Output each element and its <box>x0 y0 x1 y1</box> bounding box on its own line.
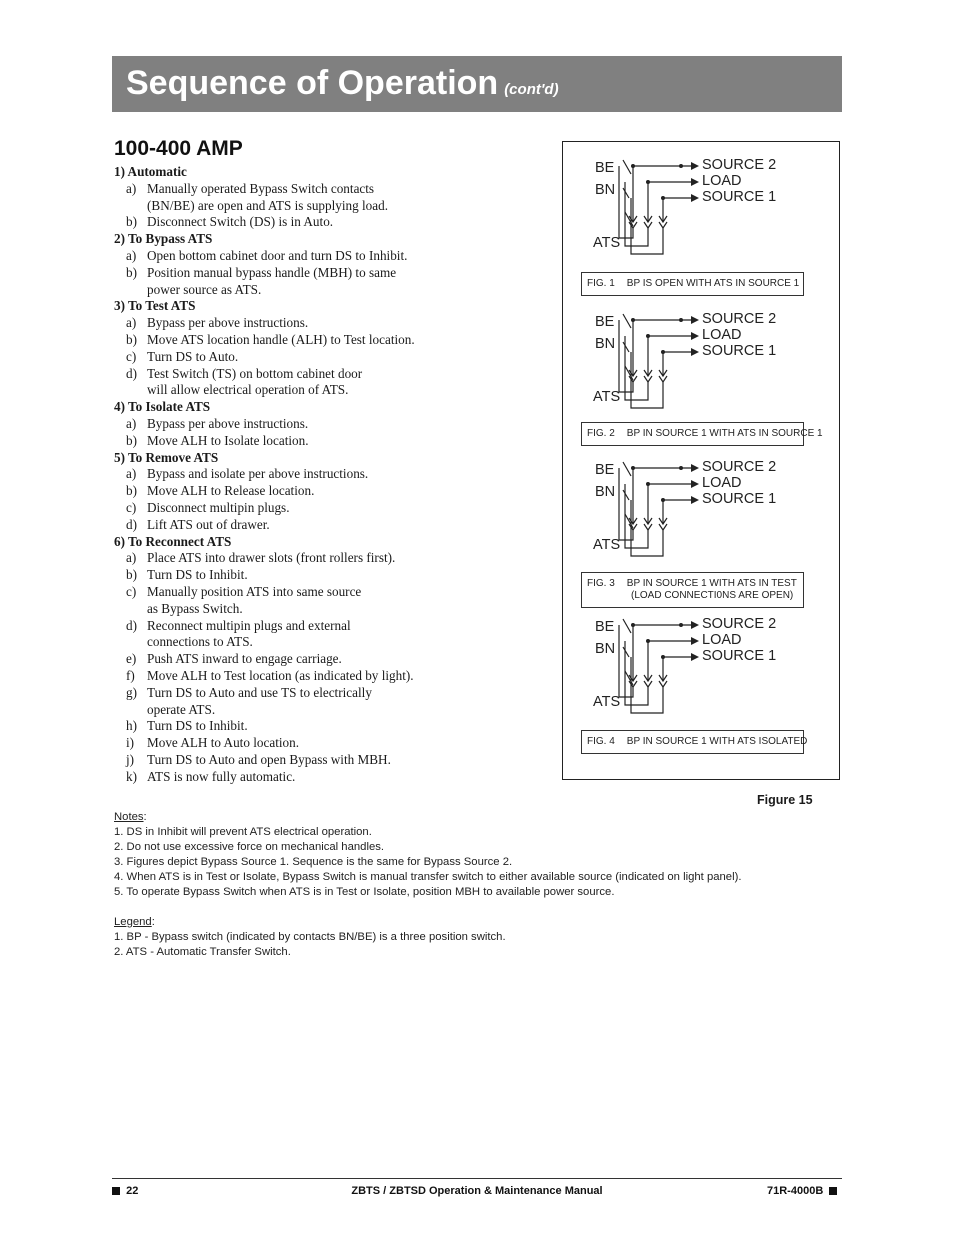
step-item-letter: d) <box>126 365 137 381</box>
ats-switch-blade <box>625 212 633 226</box>
notes-section <box>114 810 844 960</box>
be-contact-blade <box>623 160 631 174</box>
arrow-head-icon <box>691 653 699 661</box>
load-label: LOAD <box>702 475 742 491</box>
step-item-text: ATS is now fully automatic. <box>147 768 296 784</box>
step-item <box>114 433 554 450</box>
figure-caption-text: BP IN SOURCE 1 WITH ATS IN SOURCE 1 <box>626 428 823 439</box>
figure-caption-1 <box>581 272 804 296</box>
be-contact-blade <box>623 314 631 328</box>
step-item-text: Position manual bypass handle (MBH) to same <box>147 264 397 280</box>
bn-label: BN <box>595 484 616 500</box>
step-item-letter: b) <box>126 264 137 280</box>
arrow-head-icon <box>691 637 699 645</box>
figure-label: Figure 15 <box>757 793 813 807</box>
step-item-text: (BN/BE) are open and ATS is supplying load. <box>147 197 389 213</box>
step-item <box>114 735 554 752</box>
load-label: LOAD <box>702 173 742 189</box>
page-title: Sequence of Operation (cont'd) <box>126 64 559 102</box>
step-item-text: Place ATS into drawer slots (front rollers first). <box>147 550 396 566</box>
source-2-label: SOURCE 2 <box>702 157 777 173</box>
arrow-head-icon <box>691 480 699 488</box>
step-item-letter: c) <box>126 348 137 364</box>
step-item-letter: b) <box>126 567 137 583</box>
figure-number: FIG. 4 <box>587 736 615 747</box>
ats-label: ATS <box>593 694 621 710</box>
notes-list <box>114 825 844 900</box>
square-bullet-icon <box>829 1187 837 1195</box>
note-item: 1. DS in Inhibit will prevent ATS electrical operation. <box>114 826 372 838</box>
ats-return-line <box>625 182 648 246</box>
step-item-text: Push ATS inward to engage carriage. <box>147 651 342 667</box>
step-item <box>114 332 554 349</box>
source-1-label: SOURCE 1 <box>702 343 777 359</box>
step-item-letter: g) <box>126 684 137 700</box>
figure-caption-text: (LOAD CONNECTI0NS ARE OPEN) <box>631 590 794 601</box>
bn-label: BN <box>595 336 616 352</box>
step-item <box>114 349 554 366</box>
step-item-letter: a) <box>126 315 137 331</box>
step-item-letter: i) <box>126 735 135 751</box>
step-item-text: connections to ATS. <box>147 634 253 650</box>
step-item-text: Disconnect Switch (DS) is in Auto. <box>147 214 334 230</box>
note-item: 4. When ATS is in Test or Isolate, Bypass Switch is manual transfer switch to either available source (indicated on light panel). <box>114 871 742 883</box>
step-item-letter: a) <box>126 415 137 431</box>
step-item <box>114 366 554 400</box>
figure-caption-2 <box>581 422 823 446</box>
step-item-text: Open bottom cabinet door and turn DS to Inhibit. <box>147 247 408 263</box>
junction-dot <box>631 623 635 627</box>
ats-return-line <box>625 484 648 548</box>
bn-label: BN <box>595 182 616 198</box>
junction-dot <box>631 466 635 470</box>
step-item-letter: j) <box>126 751 135 767</box>
figure-15-panel <box>562 141 840 780</box>
ats-label: ATS <box>593 537 621 553</box>
junction-dot <box>679 466 683 470</box>
ats-label: ATS <box>593 235 621 251</box>
page-subtitle: (cont'd) <box>504 81 559 98</box>
figure-caption-3 <box>581 572 804 608</box>
figure-caption-text: BP IN SOURCE 1 WITH ATS ISOLATED <box>626 736 808 747</box>
source-1-label: SOURCE 1 <box>702 648 777 664</box>
arrow-head-icon <box>691 332 699 340</box>
bn-contact-blade <box>623 342 629 352</box>
note-item: 5. To operate Bypass Switch when ATS is in Test or Isolate, position MBH to available power source. <box>114 886 615 898</box>
step-item-text: Move ALH to Auto location. <box>147 735 300 751</box>
arrow-head-icon <box>691 178 699 186</box>
step-item <box>114 618 554 652</box>
step-item <box>114 769 554 786</box>
step-item-letter: b) <box>126 214 137 230</box>
step-heading: 1) Automatic <box>114 164 187 179</box>
step-item <box>114 500 554 517</box>
step-heading: 6) To Reconnect ATS <box>114 533 232 549</box>
step-heading: 4) To Isolate ATS <box>114 399 211 415</box>
step-item <box>114 567 554 584</box>
source-1-label: SOURCE 1 <box>702 189 777 205</box>
step-item-text: Move ALH to Test location (as indicated by light). <box>147 667 414 683</box>
arrow-head-icon <box>691 316 699 324</box>
figure-number: FIG. 3 <box>587 578 615 589</box>
legend-item: 1. BP - Bypass switch (indicated by contacts BN/BE) is a three position switch. <box>114 931 506 943</box>
be-label: BE <box>595 619 615 635</box>
junction-dot <box>631 318 635 322</box>
step-item-text: Turn DS to Auto. <box>147 348 239 364</box>
junction-dot <box>631 164 635 168</box>
step-item <box>114 214 554 231</box>
ats-switch-blade <box>625 514 633 528</box>
step-item-text: Lift ATS out of drawer. <box>147 516 270 532</box>
source-2-label: SOURCE 2 <box>702 459 777 475</box>
be-label: BE <box>595 462 615 478</box>
step-item-text: Reconnect multipin plugs and external <box>147 617 351 633</box>
load-label: LOAD <box>702 632 742 648</box>
junction-dot <box>646 482 650 486</box>
step-item-text: Manually position ATS into same source <box>147 583 362 599</box>
junction-dot <box>661 498 665 502</box>
title-bar <box>112 56 842 112</box>
step-item-letter: f) <box>126 667 135 683</box>
step-item-text: Turn DS to Inhibit. <box>147 718 248 734</box>
step-heading: 3) To Test ATS <box>114 298 196 314</box>
step-item-letter: c) <box>126 583 137 599</box>
figure-caption-4 <box>581 730 808 754</box>
step-item <box>114 483 554 500</box>
step-item-text: Move ALH to Isolate location. <box>147 432 309 448</box>
source-1-label: SOURCE 1 <box>702 491 777 507</box>
step-item-text: Turn DS to Auto and use TS to electrically <box>147 684 372 700</box>
note-item: 3. Figures depict Bypass Source 1. Sequence is the same for Bypass Source 2. <box>114 856 513 868</box>
bn-contact-blade <box>623 647 629 657</box>
be-label: BE <box>595 160 615 176</box>
step-item <box>114 416 554 433</box>
step-item <box>114 181 554 215</box>
section-title: 100-400 AMP <box>114 137 243 160</box>
step-item <box>114 315 554 332</box>
step-item-letter: a) <box>126 180 137 196</box>
step-heading: 2) To Bypass ATS <box>114 231 213 247</box>
arrow-head-icon <box>691 348 699 356</box>
figure-number: FIG. 2 <box>587 428 615 439</box>
step-item-letter: a) <box>126 466 137 482</box>
step-item-text: Turn DS to Inhibit. <box>147 567 248 583</box>
step-item-letter: a) <box>126 550 137 566</box>
figure-caption-text: BP IN SOURCE 1 WITH ATS IN TEST <box>626 578 797 589</box>
junction-dot <box>679 318 683 322</box>
procedure-steps <box>114 164 554 785</box>
footer-doc-number: 71R-4000B <box>767 1185 837 1197</box>
legend-heading: Legend: <box>114 916 155 928</box>
footer-manual-title: ZBTS / ZBTSD Operation & Maintenance Manual <box>351 1185 603 1197</box>
arrow-head-icon <box>691 464 699 472</box>
ats-return-line <box>625 641 648 705</box>
step-item-letter: b) <box>126 483 137 499</box>
step-item-letter: d) <box>126 617 137 633</box>
step-item-letter: h) <box>126 718 137 734</box>
step-item-text: power source as ATS. <box>147 281 262 297</box>
step-item-letter: d) <box>126 516 137 532</box>
junction-dot <box>661 350 665 354</box>
step-item-text: Test Switch (TS) on bottom cabinet door <box>147 365 363 381</box>
step-item <box>114 550 554 567</box>
junction-dot <box>679 164 683 168</box>
ats-switch-blade <box>625 366 633 380</box>
step-item-text: as Bypass Switch. <box>147 600 243 616</box>
step-item-text: Move ALH to Release location. <box>147 483 315 499</box>
step-item <box>114 584 554 618</box>
junction-dot <box>646 180 650 184</box>
step-item <box>114 718 554 735</box>
source-2-label: SOURCE 2 <box>702 616 777 632</box>
step-item <box>114 265 554 299</box>
legend-item: 2. ATS - Automatic Transfer Switch. <box>114 946 291 958</box>
step-item <box>114 668 554 685</box>
step-item <box>114 651 554 668</box>
junction-dot <box>661 196 665 200</box>
step-item <box>114 517 554 534</box>
arrow-head-icon <box>691 194 699 202</box>
step-item-letter: a) <box>126 247 137 263</box>
junction-dot <box>646 334 650 338</box>
step-item-text: Move ATS location handle (ALH) to Test location. <box>147 331 415 347</box>
arrow-head-icon <box>691 162 699 170</box>
source-2-label: SOURCE 2 <box>702 311 777 327</box>
step-item-text: Turn DS to Auto and open Bypass with MBH. <box>147 751 391 767</box>
notes-heading: Notes: <box>114 811 147 823</box>
step-item-text: Manually operated Bypass Switch contacts <box>147 180 375 196</box>
legend-list <box>114 930 844 960</box>
step-item-text: Bypass per above instructions. <box>147 315 309 331</box>
figure-caption-text: BP IS OPEN WITH ATS IN SOURCE 1 <box>626 278 800 289</box>
junction-dot <box>661 655 665 659</box>
be-label: BE <box>595 314 615 330</box>
ats-return-line <box>625 336 648 400</box>
load-label: LOAD <box>702 327 742 343</box>
arrow-head-icon <box>691 621 699 629</box>
step-item-letter: b) <box>126 331 137 347</box>
ats-label: ATS <box>593 389 621 405</box>
step-heading: 5) To Remove ATS <box>114 449 219 465</box>
note-item: 2. Do not use excessive force on mechanical handles. <box>114 841 385 853</box>
bn-contact-blade <box>623 188 629 198</box>
bn-contact-blade <box>623 490 629 500</box>
step-item <box>114 752 554 769</box>
be-contact-blade <box>623 462 631 476</box>
step-item <box>114 466 554 483</box>
step-item-text: Bypass per above instructions. <box>147 415 309 431</box>
step-item-letter: b) <box>126 432 137 448</box>
footer-page: 22 <box>112 1185 138 1197</box>
step-item-letter: k) <box>126 768 137 784</box>
junction-dot <box>679 623 683 627</box>
step-item-text: operate ATS. <box>147 701 216 717</box>
footer-divider <box>112 1178 842 1179</box>
step-item-text: will allow electrical operation of ATS. <box>147 382 349 398</box>
step-item <box>114 685 554 719</box>
figure-number: FIG. 1 <box>587 278 615 289</box>
be-contact-blade <box>623 619 631 633</box>
bn-label: BN <box>595 641 616 657</box>
step-item-text: Disconnect multipin plugs. <box>147 499 290 515</box>
ats-switch-blade <box>625 671 633 685</box>
step-item-text: Bypass and isolate per above instructions. <box>147 466 369 482</box>
step-item-letter: c) <box>126 499 137 515</box>
step-item-letter: e) <box>126 651 137 667</box>
junction-dot <box>646 639 650 643</box>
arrow-head-icon <box>691 496 699 504</box>
step-item <box>114 248 554 265</box>
